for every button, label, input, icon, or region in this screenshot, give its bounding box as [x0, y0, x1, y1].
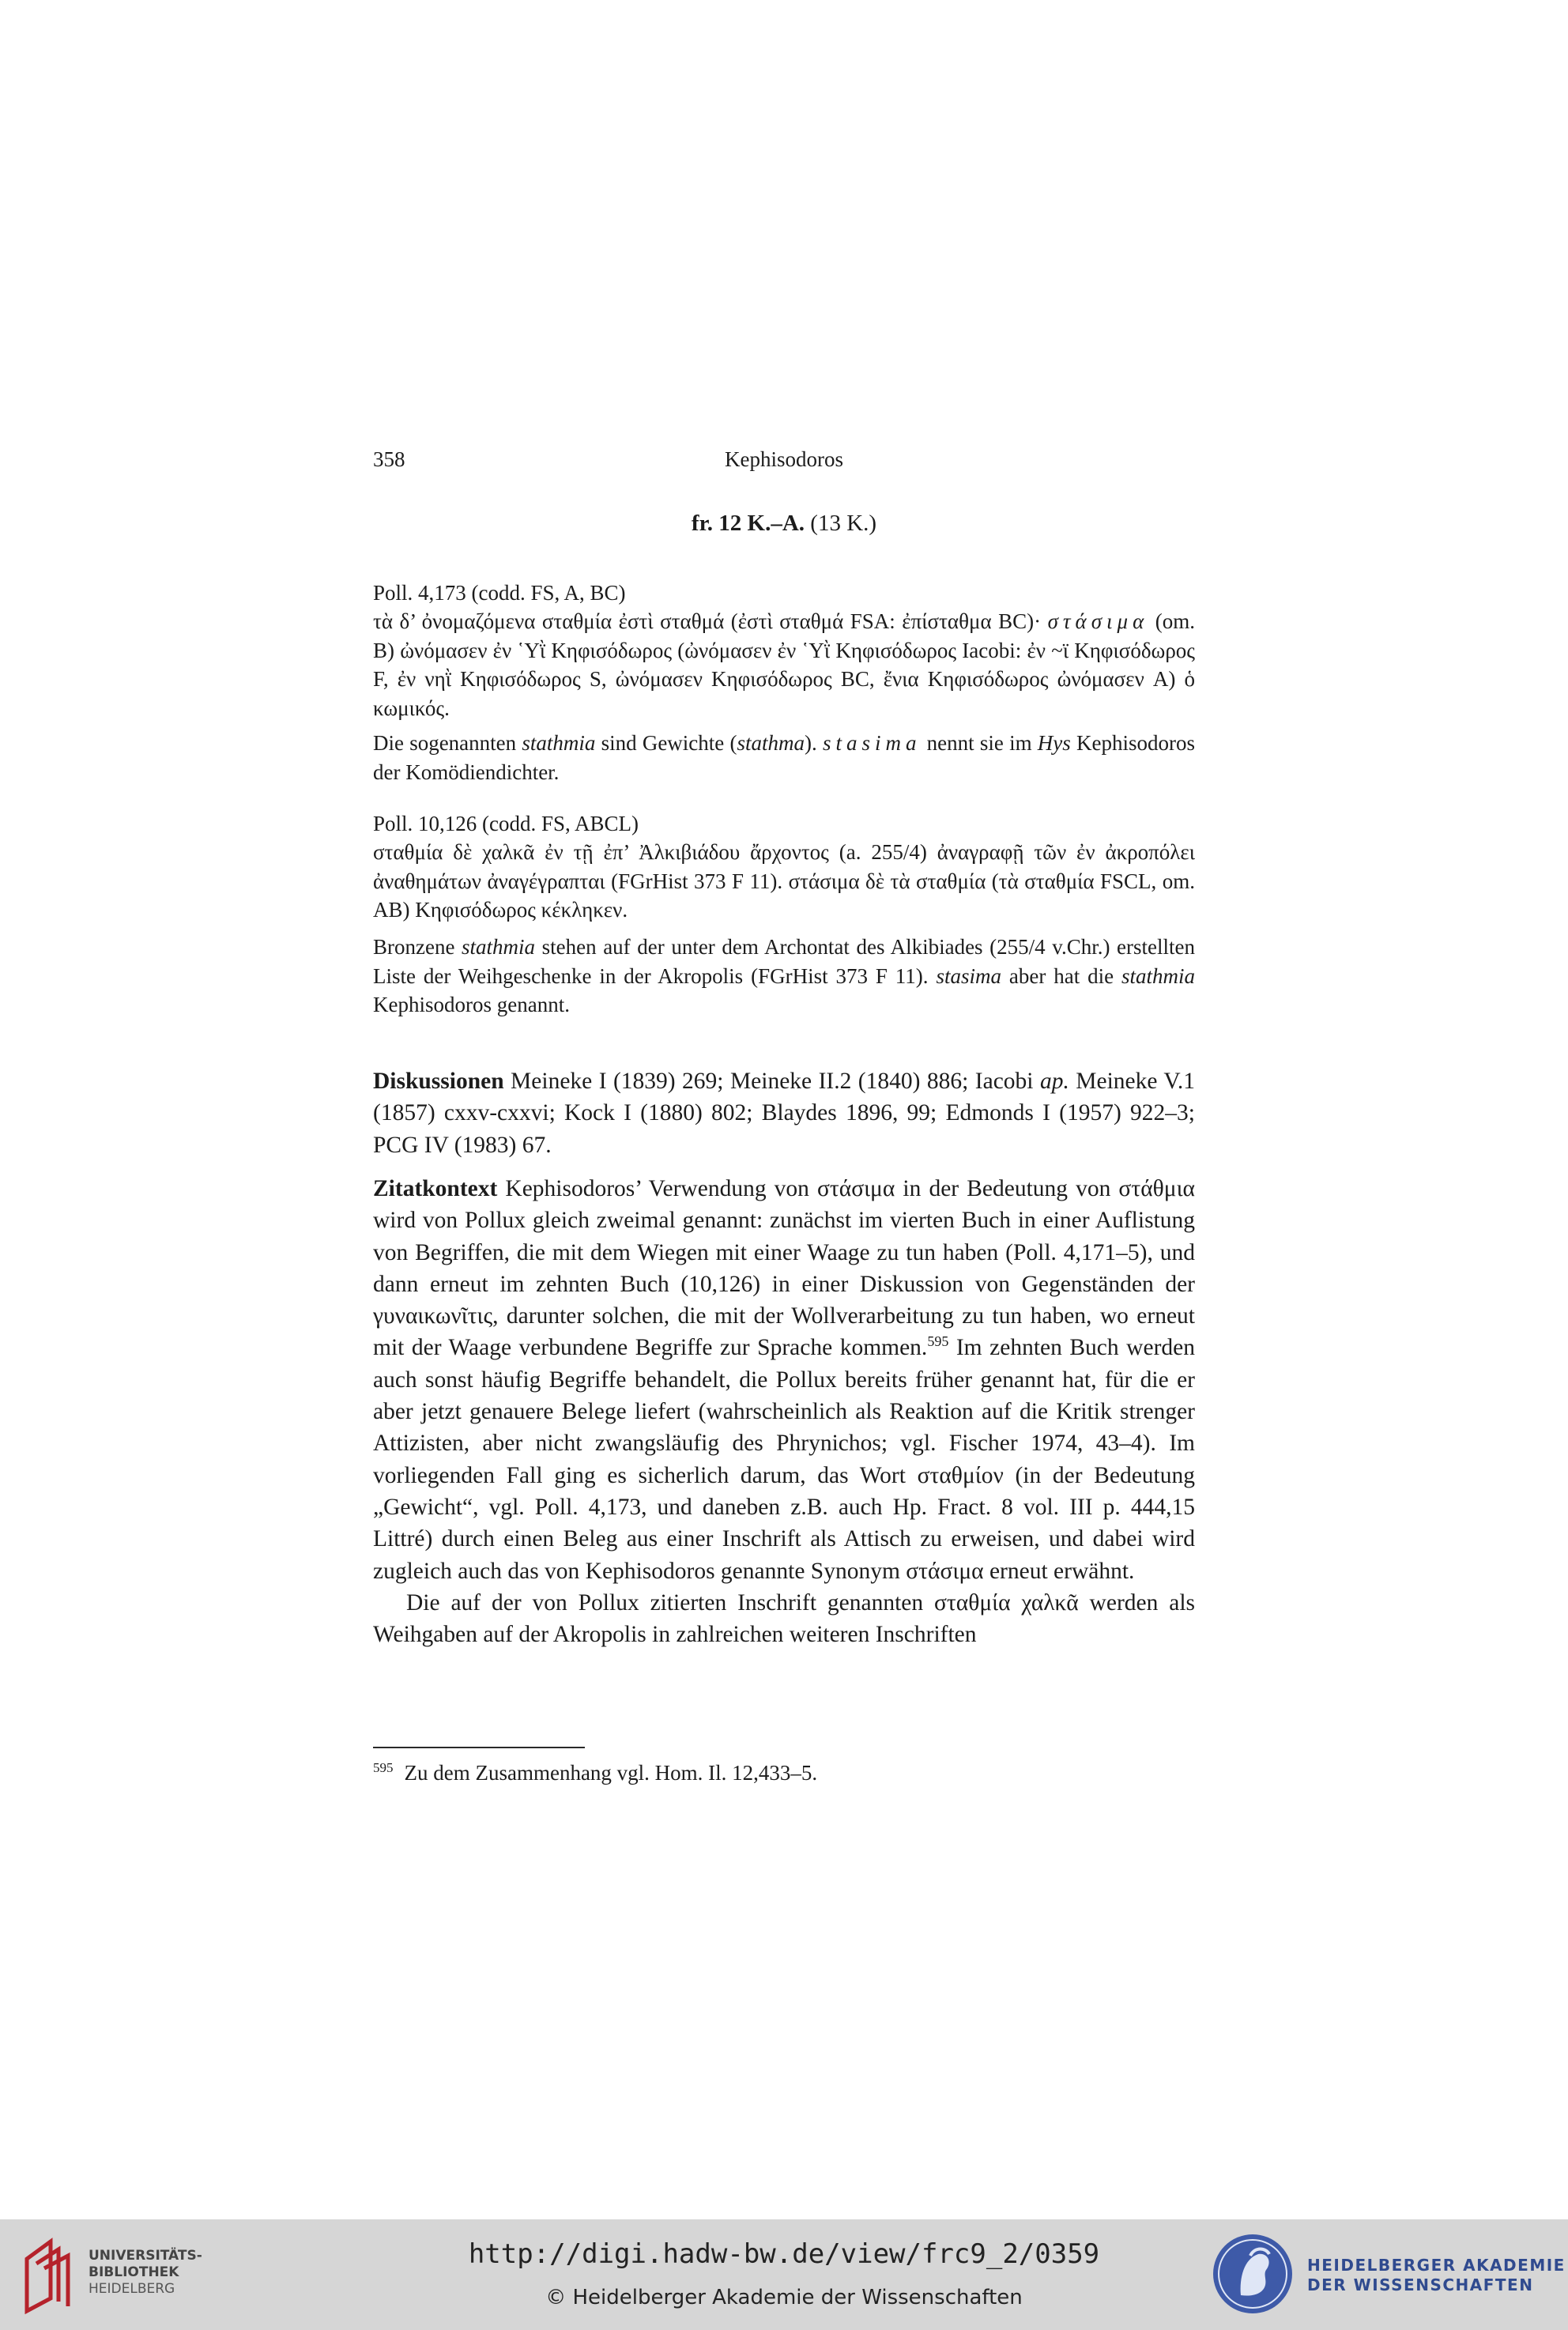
translation-term: stathmia — [1121, 963, 1195, 988]
translation-text: nennt sie im — [921, 731, 1038, 755]
source2-greek: σταθμία δὲ χαλκᾶ ἐν τῇ ἐπ’ Ἀλκιβιάδου ἄρχοντος (a. 255/4) ἀναγραφῇ τῶν ἐν ἀκροπόλει ἀναθημάτων ἀναγέγραπται (FGrHist 373 F 11). στάσιμα δὲ τὰ σταθμία (τὰ σταθμία FSCL, om. AB) Κηφισόδωρος κέκληκεν. — [373, 840, 1195, 922]
footnote-number: 595 — [373, 1760, 394, 1775]
translation-text: stehen auf der unter dem Archontat des Alkibiades (255/4 v.Chr.) erstellten Liste der Weihgeschenke in der Akropolis (FGrHist 373 F 11). — [373, 935, 1196, 988]
source1-greek-line1: τὰ δ’ ὀνομαζόμενα σταθμία ἐστὶ σταθμά (ἐστὶ σταθμά FSA: ἐπίσταθμα BC)· — [373, 609, 1042, 633]
discussion-section — [373, 1065, 1195, 1161]
footer-bar — [0, 2219, 1568, 2330]
context-text: Im zehnten Buch werden auch sonst häufig Begriffe behandelt, die Pollux bereits früher genannt hat, für die er aber jetzt genauere Belege liefert (wahrscheinlich als Reaktion auf die Kritik strenger Attizisten, aber nicht zwangsläufig des Phrynichos; vgl. Fischer 1974, 43–4). Im vorliegenden Fall ging es sicherlich darum, das Wort σταθμίον (in der Bedeutung „Gewicht“, vgl. Poll. 4,173, und daneben z.B. auch Hp. Fract. 8 vol. III p. 444,15 Littré) durch einen Beleg aus einer Inschrift als Attisch zu erweisen, und dabei wird zugleich auch das von Kephisodoros genannte Synonym στάσιμα erneut erwähnt. — [373, 1335, 1195, 1584]
ub-line: BIBLIOTHEK — [89, 2264, 179, 2280]
fragment-title-bold: fr. 12 K.–A. — [691, 511, 805, 536]
source1-ref: Poll. 4,173 (codd. FS, A, BC) — [373, 581, 626, 605]
footnote — [373, 1761, 817, 1785]
source1-greek-spaced: στάσιμα — [1047, 609, 1149, 633]
discussion-label: Diskussionen — [373, 1069, 504, 1094]
permalink-url[interactable]: http://digi.hadw-bw.de/view/frc9_2/0359 — [468, 2238, 1100, 2270]
page-number: 358 — [373, 447, 405, 471]
footnote-rule — [373, 1747, 585, 1748]
source1-greek-rest: (om. B) ὠνόμασεν ἐν ῾Υῒ Κηφισόδωρος (ὠνόμασεν ἐν ῾Υῒ Κηφισόδωρος Iacobi: ἐν ~ϊ Κηφισόδωρος F, ἐν νηῒ Κηφισόδωρος S, ὠνόμασεν Κηφισόδωρος BC, ἔνια Κηφισόδωρος ὠνόμασεν A) ὁ κωμικός. — [373, 609, 1195, 720]
discussion-text: Meineke V.1 (1857) cxxv-cxxvi; Kock I (1880) 802; Blaydes 1896, 99; Edmonds I (1957) 922–3; PCG IV (1983) 67. — [373, 1069, 1195, 1158]
ub-line: UNIVERSITÄTS- — [89, 2248, 202, 2264]
translation-term: stathma — [737, 731, 805, 755]
translation-text: Kephisodoros der Komödiendichter. — [373, 731, 1195, 784]
translation-term: stasima — [822, 731, 922, 755]
running-title: Kephisodoros — [725, 447, 843, 471]
academy-seal-icon — [1209, 2230, 1296, 2317]
footnote-marker: 595 — [927, 1333, 949, 1350]
translation-text: Die sogenannten — [373, 731, 522, 755]
academy-line: DER WISSENSCHAFTEN — [1307, 2275, 1534, 2294]
translation-text: Bronzene — [373, 935, 462, 959]
context-paragraph-2: Die auf der von Pollux zitierten Inschrift genannten σταθμία χαλκᾶ werden als Weihgaben auf der Akropolis in zahlreichen weiteren Inschriften — [373, 1589, 1195, 1648]
context-text: Kephisodoros’ Verwendung von στάσιμα in der Bedeutung von στάθμια wird von Pollux gleich zweimal genannt: zunächst im vierten Buch in einer Auflistung von Begriffen, die mit dem Wiegen mit einer Waage zu tun haben (Poll. 4,171–5), und dann erneut im zehnten Buch (10,126) in einer Diskussion von Gegenständen der γυναικωνῖτις, darunter solchen, die mit der Wollverarbeitung zu tun haben, wo erneut mit der Waage verbundene Begriffe zur Sprache kommen. — [373, 1176, 1195, 1361]
translation-term: Hys — [1037, 731, 1071, 755]
context-label: Zitatkontext — [373, 1176, 498, 1201]
translation-text: Kephisodoros genannt. — [373, 993, 570, 1016]
source2-ref: Poll. 10,126 (codd. FS, ABCL) — [373, 812, 639, 835]
translation-term: stathmia — [522, 731, 596, 755]
source2-translation — [373, 933, 1195, 1020]
discussion-abbrev: ap. — [1039, 1069, 1069, 1094]
academy-name — [1307, 2256, 1566, 2295]
source1-greek — [373, 607, 1195, 722]
academy-line: HEIDELBERGER AKADEMIE — [1307, 2256, 1566, 2275]
footnote-text: Zu dem Zusammenhang vgl. Hom. Il. 12,433–5. — [404, 1761, 818, 1785]
translation-text: aber hat die — [1001, 963, 1121, 988]
copyright-notice: © Heidelberger Akademie der Wissenschaften — [545, 2286, 1023, 2309]
discussion-text: Meineke I (1839) 269; Meineke II.2 (1840) 886; Iacobi — [503, 1069, 1040, 1094]
translation-term: stasima — [936, 963, 1001, 988]
translation-term: stathmia — [462, 935, 536, 959]
context-section — [373, 1173, 1195, 1650]
translation-text: ). — [804, 731, 823, 755]
translation-text: sind Gewichte ( — [595, 731, 737, 755]
fragment-title-rest: (13 K.) — [805, 511, 877, 536]
fragment-title — [0, 511, 1568, 537]
source1-translation — [373, 729, 1195, 786]
ub-line: HEIDELBERG — [89, 2281, 175, 2297]
